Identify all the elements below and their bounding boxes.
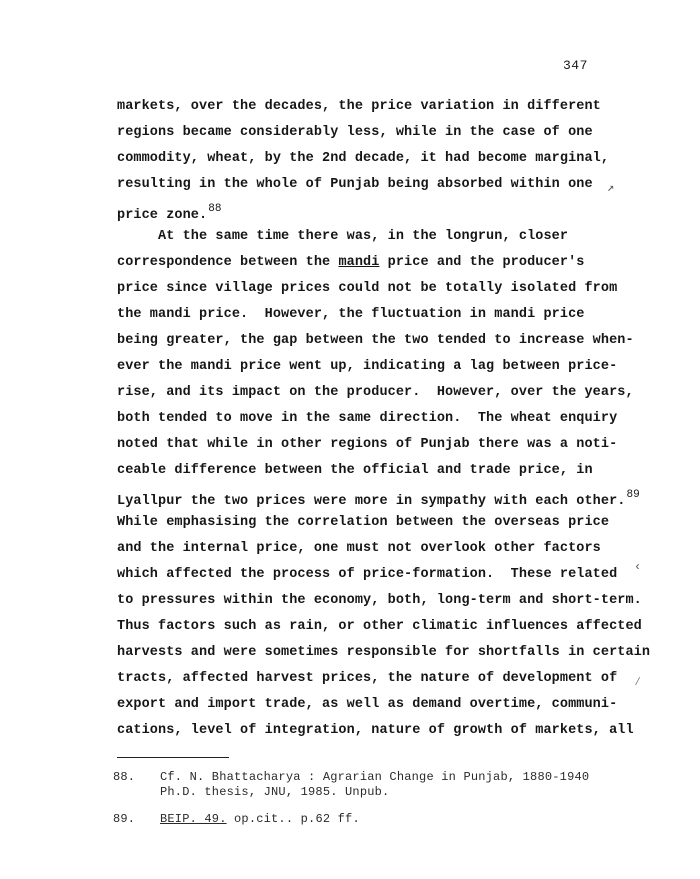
body-line: export and import trade, as well as demand overtime, communi- — [117, 697, 618, 712]
body-line: resulting in the whole of Punjab being absorbed within one — [117, 177, 593, 192]
page-number: 347 — [563, 58, 588, 73]
footnote-citation: op.cit.. p.62 ff. — [226, 812, 360, 826]
body-line: regions became considerably less, while in the case of one — [117, 125, 593, 140]
underlined-term: mandi — [338, 255, 380, 270]
margin-tick-mark: ↗ — [607, 181, 615, 195]
body-line: and the internal price, one must not overlook other factors — [117, 541, 601, 556]
body-line: tracts, affected harvest prices, the nature of development of — [117, 671, 618, 686]
body-line-text: correspondence between the — [117, 255, 339, 270]
body-line: markets, over the decades, the price variation in different — [117, 99, 601, 114]
footnote-text: Cf. N. Bhattacharya : Agrarian Change in Punjab, 1880-1940 — [160, 770, 590, 784]
body-line: commodity, wheat, by the 2nd decade, it had become marginal, — [117, 151, 610, 166]
footnote-source: BEIP. 49. — [160, 812, 227, 826]
footnote-text — [160, 812, 360, 826]
footnote-ref-89: 89 — [626, 489, 640, 501]
body-line-text: Lyallpur the two prices were more in sympathy with each other. — [117, 494, 626, 509]
body-line: the mandi price. However, the fluctuation in mandi price — [117, 307, 585, 322]
margin-tick-mark: ‹ — [634, 560, 642, 574]
body-line: cations, level of integration, nature of growth of markets, all — [117, 723, 634, 738]
body-line: While emphasising the correlation between the overseas price — [117, 515, 610, 530]
body-line — [117, 255, 585, 270]
body-line: both tended to move in the same direction. The wheat enquiry — [117, 411, 618, 426]
body-line-text: price zone. — [117, 208, 208, 223]
footnote-number: 89. — [113, 812, 136, 826]
footnote-number: 88. — [113, 770, 136, 784]
body-line: being greater, the gap between the two tended to increase when- — [117, 333, 634, 348]
body-line — [117, 489, 640, 509]
body-line-text: price and the producer's — [379, 255, 585, 270]
body-line: price since village prices could not be totally isolated from — [117, 281, 618, 296]
body-line: ceable difference between the official and trade price, in — [117, 463, 593, 478]
body-line: Thus factors such as rain, or other climatic influences affected — [117, 619, 642, 634]
body-line: which affected the process of price-formation. These related — [117, 567, 618, 582]
body-line — [117, 203, 222, 223]
footnote-text: Ph.D. thesis, JNU, 1985. Unpub. — [160, 785, 390, 799]
body-line: ever the mandi price went up, indicating a lag between price- — [117, 359, 618, 374]
body-line: rise, and its impact on the producer. However, over the years, — [117, 385, 634, 400]
body-line: At the same time there was, in the longrun, closer — [117, 229, 569, 244]
body-line: noted that while in other regions of Punjab there was a noti- — [117, 437, 618, 452]
body-line: to pressures within the economy, both, long-term and short-term. — [117, 593, 642, 608]
footnote-ref-88: 88 — [208, 203, 222, 215]
footnote-divider — [117, 757, 229, 758]
body-line: harvests and were sometimes responsible for shortfalls in certain — [117, 645, 651, 660]
margin-tick-mark: ∕ — [634, 675, 642, 689]
